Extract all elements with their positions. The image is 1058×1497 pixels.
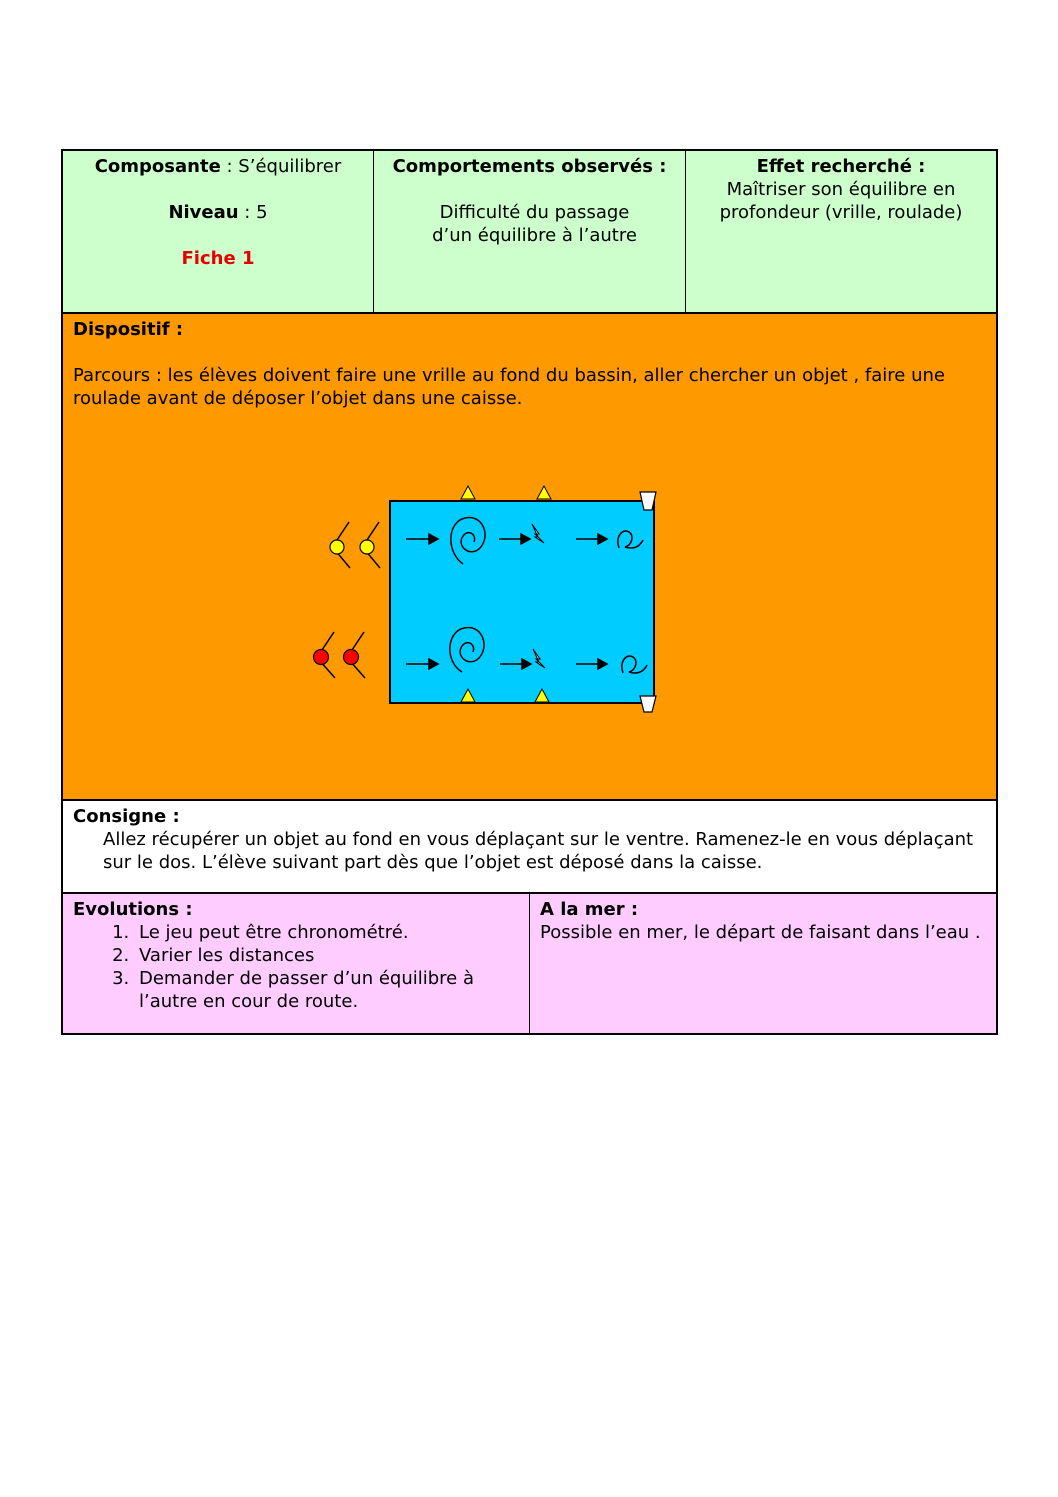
cone-icon bbox=[537, 486, 551, 499]
list-item: 3. Demander de passer d’un équilibre à l’autre en cour de route. bbox=[135, 967, 519, 1013]
swimmer-icon bbox=[314, 632, 336, 678]
fiche-number: Fiche 1 bbox=[181, 248, 255, 269]
fiche-table bbox=[61, 149, 998, 1035]
consigne-text: Allez récupérer un objet au fond en vous déplaçant sur le ventre. Ramenez-le en vous déplaçant sur le dos. L’élève suivant part dès que l’objet est déposé dans la caisse. bbox=[103, 829, 974, 873]
evolutions-title: Evolutions : bbox=[73, 899, 193, 920]
swimmer-icon bbox=[360, 522, 380, 568]
niveau-value: : 5 bbox=[238, 202, 268, 223]
header-row bbox=[63, 151, 996, 314]
comportements-text: Difficulté du passage d’un équilibre à l’autre bbox=[432, 202, 637, 246]
consigne-title: Consigne : bbox=[73, 806, 180, 827]
dispositif-text: Parcours : les élèves doivent faire une vrille au fond du bassin, aller chercher un objet , faire une roulade avant de déposer l’objet dans une caisse. bbox=[73, 365, 945, 409]
comportements-cell bbox=[374, 151, 686, 312]
swimmer-icon bbox=[330, 522, 350, 568]
mer-text: Possible en mer, le départ de faisant dans l’eau . bbox=[540, 922, 981, 943]
composante-value: : S’équilibrer bbox=[220, 156, 342, 177]
effet-title: Effet recherché : bbox=[756, 156, 926, 177]
mer-cell bbox=[530, 894, 996, 1033]
cone-icon bbox=[461, 486, 475, 499]
niveau-label: Niveau bbox=[168, 202, 239, 223]
mer-title: A la mer : bbox=[540, 899, 639, 920]
dispositif-row bbox=[63, 314, 996, 801]
evolutions-list bbox=[73, 921, 519, 1013]
swimmer-icon bbox=[344, 632, 366, 678]
composante-label: Composante bbox=[94, 156, 221, 177]
pool-diagram bbox=[63, 314, 996, 801]
list-item: 2. Varier les distances bbox=[135, 944, 519, 967]
list-item: 1. Le jeu peut être chronométré. bbox=[135, 921, 519, 944]
evolutions-cell bbox=[63, 894, 530, 1033]
consigne-row bbox=[63, 801, 996, 894]
dispositif-title: Dispositif : bbox=[73, 319, 184, 340]
pool bbox=[390, 501, 654, 703]
effet-text: Maîtriser son équilibre en profondeur (vrille, roulade) bbox=[719, 179, 963, 223]
composante-cell bbox=[63, 151, 374, 312]
comportements-title: Comportements observés : bbox=[392, 156, 667, 177]
effet-cell bbox=[686, 151, 996, 312]
bucket-icon bbox=[640, 696, 656, 712]
evolutions-row bbox=[63, 894, 996, 1033]
